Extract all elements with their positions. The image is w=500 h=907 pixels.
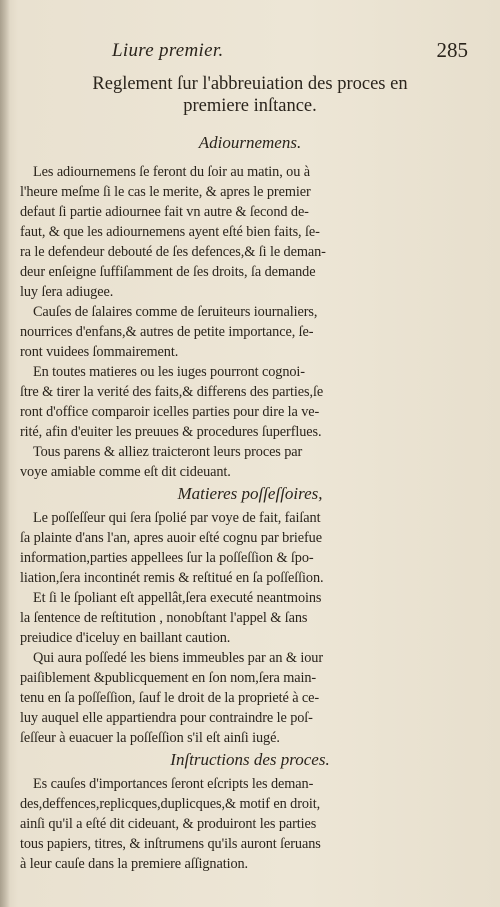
text-line: la ſentence de reſtitution , nonobſtant l'appel & ſans	[20, 610, 308, 626]
text-line: à leur cauſe dans la premiere aſſignation.	[20, 856, 249, 872]
text-line: Tous parens & alliez traicteront leurs proces par	[33, 444, 303, 460]
text-line: voye amiable comme eſt dit cideuant.	[20, 464, 231, 480]
text-line: des,deffences,replicques,duplicques,& motif en droit,	[20, 796, 321, 812]
text-line: l'heure meſme ſi le cas le merite, & apres le premier	[20, 184, 311, 200]
text-line: luy ſera adiugee.	[20, 284, 114, 300]
text-line: luy auquel elle appartiendra pour contraindre le poſ-	[20, 710, 313, 726]
text-line: En toutes matieres ou les iuges pourront cognoi-	[33, 364, 305, 380]
title-line: premiere inſtance.	[183, 96, 317, 116]
text-line: ra le defendeur debouté de ſes defences,& ſi le deman-	[20, 244, 326, 260]
text-line: Es cauſes d'importances ſeront eſcripts les deman-	[33, 776, 314, 792]
text-line: paiſiblement &publicquement en ſon nom,ſera main-	[20, 670, 317, 686]
text-line: ainſi qu'il a eſté dit cideuant, & produiront les parties	[20, 816, 317, 832]
text-line: tous papiers, titres, & inſtrumens qu'ils auront ſeruans	[20, 836, 321, 852]
text-line: ront vuidees ſommairement.	[20, 344, 179, 360]
text-line: tenu en ſa poſſeſſion, ſauf le droit de la proprieté à ce-	[20, 690, 320, 706]
text-line: defaut ſi partie adiournee fait vn autre & ſecond de-	[20, 204, 309, 220]
text-line: rité, afin d'euiter les preuues & procedures ſuperflues.	[20, 424, 322, 440]
text-line: ſeſſeur à euacuer la poſſeſſion s'il eſt ainſi iugé.	[20, 730, 280, 746]
binding-shadow	[0, 0, 10, 907]
running-head: Liure premier.	[112, 40, 224, 61]
text-line: Le poſſeſſeur qui ſera ſpolié par voye de fait, faiſant	[33, 510, 321, 526]
page-number: 285	[436, 38, 468, 62]
page-title	[20, 73, 480, 117]
section-heading: Inſtructions des proces.	[170, 750, 330, 769]
text-line: ſtre & tirer la verité des faits,& differens des parties,ſe	[20, 384, 324, 400]
text-line: faut, & que les adiournemens ayent eſté bien faits, ſe-	[20, 224, 320, 240]
section-heading: Adiournemens.	[198, 133, 302, 152]
text-line: deur enſeigne ſuffiſamment de ſes droits, ſa demande	[20, 264, 316, 280]
section-heading: Matieres poſſeſſoires,	[177, 484, 323, 503]
title-line: Reglement ſur l'abbreuiation des proces en	[92, 74, 408, 94]
text-line: preiudice d'iceluy en baillant caution.	[20, 630, 231, 646]
text-line: Et ſi le ſpoliant eſt appellât,ſera executé neantmoins	[33, 590, 322, 606]
page-header	[30, 40, 470, 70]
text-line: Cauſes de ſalaires comme de ſeruiteurs iournaliers,	[33, 304, 318, 320]
text-line: liation,ſera incontinét remis & reſtitué en ſa poſſeſſion.	[20, 570, 324, 586]
text-line: ront d'office comparoir icelles parties pour dire la ve-	[20, 404, 320, 420]
text-line: Qui aura poſſedé les biens immeubles par an & iour	[33, 650, 323, 666]
text-line: Les adiournemens ſe feront du ſoir au matin, ou à	[33, 164, 310, 180]
text-line: information,parties appellees ſur la poſſeſſion & ſpo-	[20, 550, 314, 566]
text-line: ſa plainte d'ans l'an, apres auoir eſté cognu par briefue	[20, 530, 322, 546]
text-line: nourrices d'enfans,& autres de petite importance, ſe-	[20, 324, 314, 340]
